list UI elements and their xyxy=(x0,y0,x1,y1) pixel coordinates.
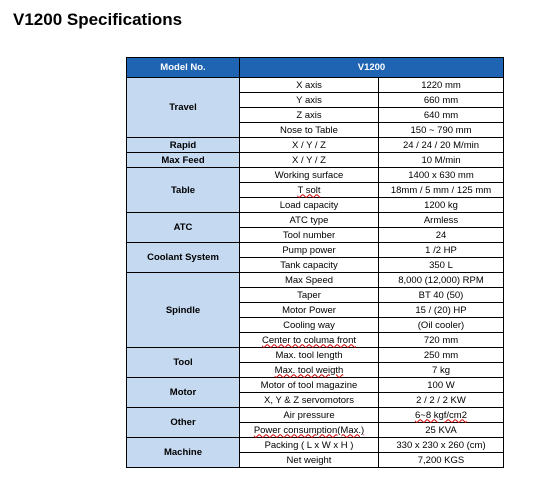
spec-item-cell: ATC type xyxy=(240,213,379,228)
spec-item-cell: Working surface xyxy=(240,168,379,183)
category-cell: Table xyxy=(127,168,240,213)
table-row xyxy=(127,408,504,423)
spec-value-cell: 1 /2 HP xyxy=(379,243,504,258)
spec-item-cell: X / Y / Z xyxy=(240,138,379,153)
table-row xyxy=(127,273,504,288)
category-cell: Tool xyxy=(127,348,240,378)
spec-value-cell: 1220 mm xyxy=(379,78,504,93)
category-cell: Rapid xyxy=(127,138,240,153)
spec-value-cell: Armless xyxy=(379,213,504,228)
spec-value-cell: 7 kg xyxy=(379,363,504,378)
spec-item-cell: Net weight xyxy=(240,453,379,468)
spec-value-cell: 8,000 (12,000) RPM xyxy=(379,273,504,288)
spec-item-cell: Packing ( L x W x H ) xyxy=(240,438,379,453)
spec-item-cell: Max. tool length xyxy=(240,348,379,363)
spec-value-cell: 2 / 2 / 2 KW xyxy=(379,393,504,408)
spec-value-cell: 6~8 kgf/cm2 xyxy=(379,408,504,423)
table-row xyxy=(127,213,504,228)
spec-item-cell: Tank capacity xyxy=(240,258,379,273)
table-row xyxy=(127,168,504,183)
spec-item-cell: Tool number xyxy=(240,228,379,243)
spec-item-cell: Taper xyxy=(240,288,379,303)
spec-value-cell: 1200 kg xyxy=(379,198,504,213)
spec-value-cell: 15 / (20) HP xyxy=(379,303,504,318)
category-cell: Max Feed xyxy=(127,153,240,168)
table-row xyxy=(127,438,504,453)
page-title: V1200 Specifications xyxy=(13,10,183,29)
spec-item-cell: Motor of tool magazine xyxy=(240,378,379,393)
spec-value-cell: 640 mm xyxy=(379,108,504,123)
table-row xyxy=(127,153,504,168)
spec-item-cell: X axis xyxy=(240,78,379,93)
spec-value-cell: 24 xyxy=(379,228,504,243)
spec-item-cell: Nose to Table xyxy=(240,123,379,138)
spec-value-cell: 150 ~ 790 mm xyxy=(379,123,504,138)
spec-value-cell: 18mm / 5 mm / 125 mm xyxy=(379,183,504,198)
spec-item-cell: T solt xyxy=(240,183,379,198)
spec-table xyxy=(126,57,504,468)
spec-item-cell: X, Y & Z servomotors xyxy=(240,393,379,408)
spec-item-cell: Pump power xyxy=(240,243,379,258)
spec-item-cell: Power consumption(Max.) xyxy=(240,423,379,438)
category-cell: Travel xyxy=(127,78,240,138)
spec-item-cell: Max Speed xyxy=(240,273,379,288)
category-cell: Other xyxy=(127,408,240,438)
spec-value-cell: 660 mm xyxy=(379,93,504,108)
spec-value-cell: 7,200 KGS xyxy=(379,453,504,468)
spec-value-cell: 350 L xyxy=(379,258,504,273)
spec-value-cell: 10 M/min xyxy=(379,153,504,168)
table-row xyxy=(127,78,504,93)
spec-value-cell: 720 mm xyxy=(379,333,504,348)
spec-item-cell: Center to columa front xyxy=(240,333,379,348)
spec-item-cell: Max. tool weigth xyxy=(240,363,379,378)
category-cell: ATC xyxy=(127,213,240,243)
spec-item-cell: Cooling way xyxy=(240,318,379,333)
spec-value-cell: 25 KVA xyxy=(379,423,504,438)
model-value-header: V1200 xyxy=(240,58,504,78)
category-cell: Coolant System xyxy=(127,243,240,273)
table-row xyxy=(127,348,504,363)
spec-value-cell: 24 / 24 / 20 M/min xyxy=(379,138,504,153)
spec-item-cell: Air pressure xyxy=(240,408,379,423)
spec-value-cell: 250 mm xyxy=(379,348,504,363)
spec-table-body xyxy=(127,78,504,468)
table-row xyxy=(127,378,504,393)
spec-value-cell: 100 W xyxy=(379,378,504,393)
spec-item-cell: Y axis xyxy=(240,93,379,108)
table-row xyxy=(127,138,504,153)
spec-item-cell: Load capacity xyxy=(240,198,379,213)
table-row xyxy=(127,243,504,258)
table-header-row xyxy=(127,58,504,78)
spec-item-cell: Z axis xyxy=(240,108,379,123)
spec-value-cell: (Oil cooler) xyxy=(379,318,504,333)
category-cell: Spindle xyxy=(127,273,240,348)
spec-item-cell: X / Y / Z xyxy=(240,153,379,168)
model-label-header: Model No. xyxy=(127,58,240,78)
spec-value-cell: 330 x 230 x 260 (cm) xyxy=(379,438,504,453)
category-cell: Motor xyxy=(127,378,240,408)
category-cell: Machine xyxy=(127,438,240,468)
spec-value-cell: 1400 x 630 mm xyxy=(379,168,504,183)
spec-value-cell: BT 40 (50) xyxy=(379,288,504,303)
spec-item-cell: Motor Power xyxy=(240,303,379,318)
